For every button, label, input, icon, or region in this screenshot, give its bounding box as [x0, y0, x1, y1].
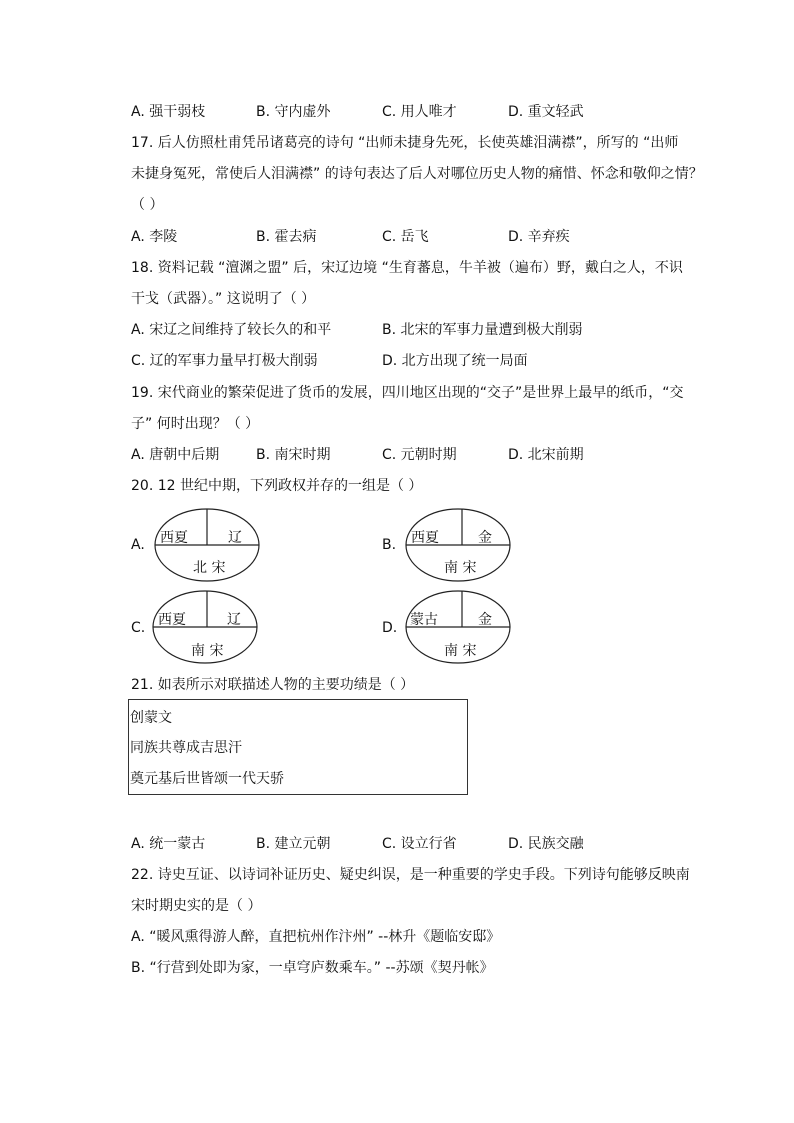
q18-option-a: A. 宋辽之间维持了较长久的和平 [131, 322, 332, 338]
q21-option-a: A. 统一蒙古 [131, 836, 206, 852]
q21-option-b: B. 建立元朝 [256, 836, 331, 852]
q21-option-d: D. 民族交融 [508, 836, 584, 852]
diagram-c-bottom-label: 南 宋 [191, 643, 224, 659]
q20-stem: 20. 12 世纪中期，下列政权并存的一组是（ ） [131, 478, 423, 494]
q18-option-b: B. 北宋的军事力量遭到极大削弱 [382, 322, 583, 338]
q18-stem-line-1: 18. 资料记载 “澶渊之盟” 后，宋辽边境 “生育蕃息，牛羊被（遍布）野，戴白之人，不识 [131, 260, 683, 276]
q19-option-d: D. 北宋前期 [508, 447, 584, 463]
diagram-a-left-label: 西夏 [160, 530, 188, 546]
q20-diagram-a [154, 508, 260, 582]
q19-option-a: A. 唐朝中后期 [131, 447, 220, 463]
q20-diagram-b [405, 508, 511, 582]
q16-option-d: D. 重文轻武 [508, 104, 584, 120]
q18-option-c: C. 辽的军事力量早打极大削弱 [131, 353, 318, 369]
q19-stem-line-2: 子” 何时出现？（ ） [131, 416, 260, 432]
q21-stem: 21. 如表所示对联描述人物的主要功绩是（ ） [131, 677, 415, 693]
q22-stem-line-2: 宋时期史实的是（ ） [131, 898, 262, 914]
q18-option-d: D. 北方出现了统一局面 [382, 353, 528, 369]
diagram-b-bottom-label: 南 宋 [444, 560, 477, 576]
q20-option-b-letter: B. [382, 537, 397, 553]
diagram-c-right-label: 辽 [227, 612, 241, 628]
diagram-d-left-label: 蒙古 [410, 612, 438, 628]
q17-stem-line-1: 17. 后人仿照杜甫凭吊诸葛亮的诗句 “出师未捷身先死，长使英雄泪满襟”，所写的 “出师 [131, 135, 679, 151]
q20-option-a-letter: A. [131, 537, 145, 553]
q17-stem-line-2: 未捷身冤死，常使后人泪满襟” 的诗句表达了后人对哪位历史人物的痛惜、怀念和敬仰之情？ [131, 166, 703, 182]
q20-diagram-c [152, 590, 258, 664]
diagram-b-left-label: 西夏 [411, 530, 439, 546]
q20-diagram-d [405, 590, 511, 664]
diagram-d-right-label: 金 [478, 612, 492, 628]
q17-stem-line-3: （ ） [131, 197, 164, 213]
diagram-d-bottom-label: 南 宋 [444, 643, 477, 659]
q17-option-d: D. 辛弃疾 [508, 229, 570, 245]
q17-option-a: A. 李陵 [131, 229, 178, 245]
q17-option-b: B. 霍去病 [256, 229, 317, 245]
q17-option-c: C. 岳飞 [382, 229, 429, 245]
q21-option-c: C. 设立行省 [382, 836, 457, 852]
q22-option-b: B. “行营到处即为家，一卓穹庐数乘车。” --苏颂《契丹帐》 [131, 960, 494, 976]
q19-stem-line-1: 19. 宋代商业的繁荣促进了货币的发展，四川地区出现的“交子”是世界上最早的纸币，“交 [131, 385, 684, 401]
q16-option-a: A. 强干弱枝 [131, 104, 206, 120]
q19-option-b: B. 南宋时期 [256, 447, 331, 463]
couplet-table [128, 699, 468, 795]
q22-stem-line-1: 22. 诗史互证、以诗词补证历史、疑史纠误，是一种重要的学史手段。下列诗句能够反映南 [131, 867, 690, 883]
q16-option-c: C. 用人唯才 [382, 104, 457, 120]
diagram-a-right-label: 辽 [228, 530, 242, 546]
diagram-b-right-label: 金 [478, 530, 492, 546]
diagram-c-left-label: 西夏 [158, 612, 186, 628]
couplet-row-2: 同族共尊成吉思汗 [130, 740, 242, 756]
q18-stem-line-2: 干戈（武器）。” 这说明了（ ） [131, 291, 316, 307]
q16-option-b: B. 守内虚外 [256, 104, 331, 120]
q20-option-c-letter: C. [131, 620, 146, 636]
q22-option-a: A. “暖风熏得游人醉，直把杭州作汴州” --林升《题临安邸》 [131, 929, 501, 945]
q20-option-d-letter: D. [382, 620, 398, 636]
diagram-a-bottom-label: 北 宋 [193, 560, 226, 576]
couplet-row-3: 奠元基后世皆颂一代天骄 [130, 771, 284, 787]
couplet-row-1: 创蒙文 [130, 710, 172, 726]
q19-option-c: C. 元朝时期 [382, 447, 457, 463]
